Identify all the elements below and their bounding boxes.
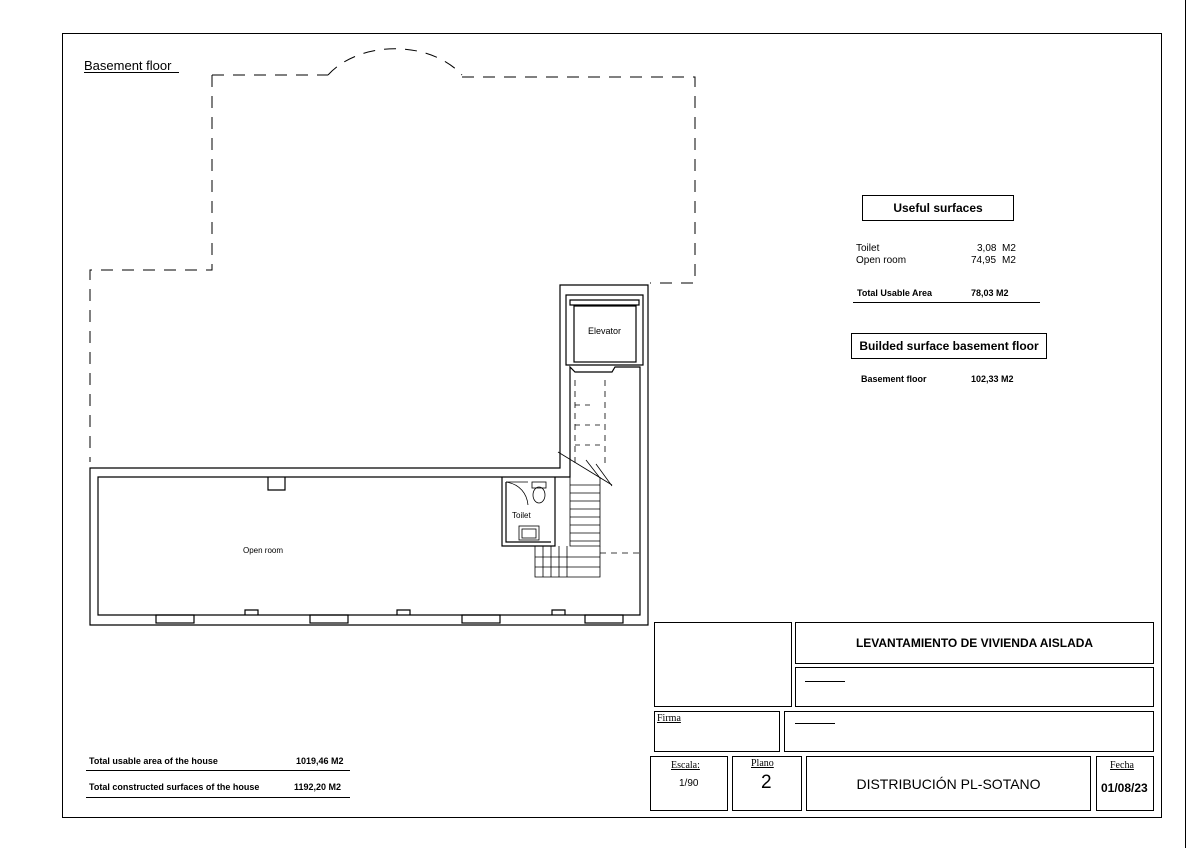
sheet-title-box: [806, 756, 1091, 811]
built-surface-heading: [851, 333, 1047, 359]
firma-box: [654, 711, 780, 752]
basement-floor-label: Basement floor: [861, 374, 927, 384]
sheet-title: DISTRIBUCIÓN PL-SOTANO: [856, 775, 1041, 792]
surface-row-toilet-unit: M2: [1002, 243, 1016, 254]
house-constructed-value: 1192,20 M2: [294, 782, 342, 792]
room-label-toilet: Toilet: [512, 511, 531, 520]
plano-label: Plano: [751, 758, 774, 769]
project-title-box: [795, 622, 1154, 664]
escala-label: Escala:: [671, 760, 700, 771]
built-surface-heading-text: Builded surface basement floor: [859, 339, 1039, 353]
room-label-elevator: Elevator: [588, 326, 622, 336]
surface-row-open-room-value: 74,95: [971, 255, 997, 266]
useful-surfaces-heading-text: Useful surfaces: [893, 201, 983, 215]
surface-row-toilet-value: 3,08: [977, 243, 997, 254]
stairs: [535, 380, 640, 577]
escala-box: [650, 756, 728, 811]
house-constructed-label: Total constructed surfaces of the house: [89, 782, 260, 792]
surface-row-open-room-unit: M2: [1002, 255, 1016, 266]
room-label-open-room: Open room: [243, 546, 284, 555]
project-title: LEVANTAMIENTO DE VIVIENDA AISLADA: [855, 636, 1094, 650]
drawing-title: Basement floor: [84, 58, 172, 73]
basement-floor-value: 102,33 M2: [971, 374, 1014, 384]
logo-box: [654, 622, 792, 707]
house-usable-value: 1019,46 M2: [296, 756, 344, 766]
firma-label: Firma: [657, 713, 681, 724]
house-usable-label: Total usable area of the house: [89, 756, 218, 766]
total-usable-area-label: Total Usable Area: [857, 288, 933, 298]
surface-row-toilet-name: Toilet: [856, 243, 880, 254]
plano-value: 2: [761, 772, 772, 793]
plano-box: [732, 756, 802, 811]
escala-value: 1/90: [679, 778, 699, 789]
fecha-label: Fecha: [1110, 760, 1134, 771]
info-box-1: [795, 667, 1154, 707]
fecha-box: [1096, 756, 1154, 811]
ghost-footprint: [90, 49, 695, 462]
surface-row-open-room-name: Open room: [856, 255, 907, 266]
fecha-value: 01/08/23: [1101, 781, 1148, 795]
basement-walls: [90, 285, 648, 625]
info-box-2: [784, 711, 1154, 752]
useful-surfaces-heading: [862, 195, 1014, 221]
total-usable-area-value: 78,03 M2: [971, 288, 1009, 298]
